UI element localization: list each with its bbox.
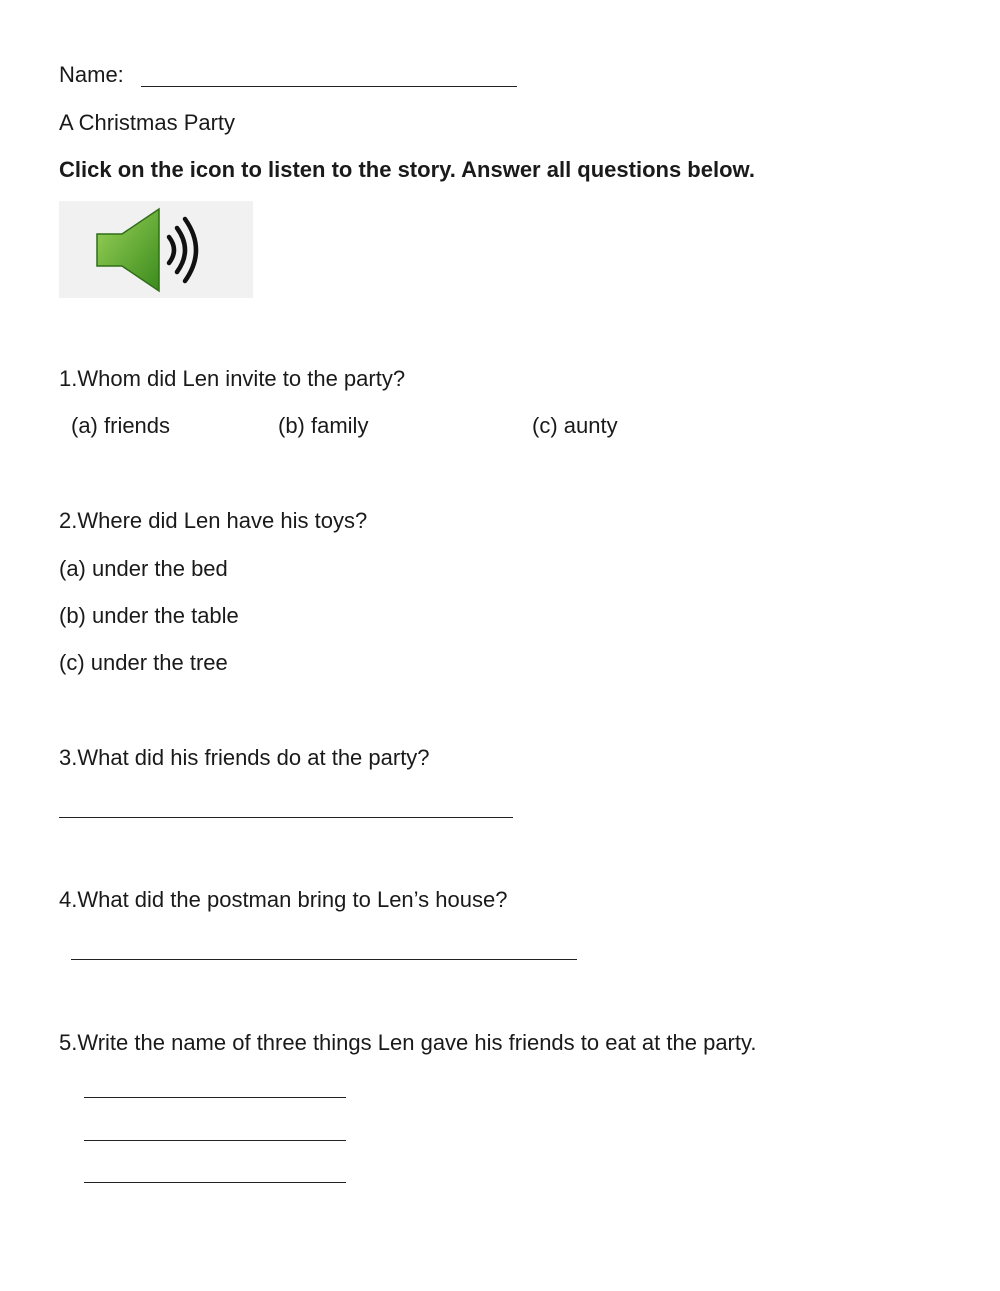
- q5-answer-line-2[interactable]: [84, 1140, 346, 1141]
- q5-answer-line-1[interactable]: [84, 1097, 346, 1098]
- instruction-text: Click on the icon to listen to the story. Answer all questions below.: [59, 157, 755, 182]
- question-3: 3.What did his friends do at the party?: [59, 745, 430, 770]
- audio-play-button[interactable]: [59, 201, 253, 298]
- question-1: 1.Whom did Len invite to the party?: [59, 366, 406, 391]
- q1-option-b[interactable]: (b) family: [278, 413, 369, 438]
- q4-answer-line[interactable]: [71, 959, 577, 960]
- q1-option-a[interactable]: (a) friends: [71, 413, 171, 438]
- speaker-icon: [59, 201, 253, 298]
- name-answer-line[interactable]: [141, 86, 517, 87]
- q2-option-b[interactable]: (b) under the table: [59, 603, 239, 628]
- q3-answer-line[interactable]: [59, 817, 513, 818]
- q2-option-c[interactable]: (c) under the tree: [59, 650, 228, 675]
- question-4: 4.What did the postman bring to Len’s house?: [59, 887, 508, 912]
- name-label: Name:: [59, 62, 124, 87]
- worksheet-title: A Christmas Party: [59, 110, 236, 135]
- question-2: 2.Where did Len have his toys?: [59, 508, 368, 533]
- question-5: 5.Write the name of three things Len gave his friends to eat at the party.: [59, 1030, 757, 1055]
- q1-option-c[interactable]: (c) aunty: [532, 413, 618, 438]
- q2-option-a[interactable]: (a) under the bed: [59, 556, 228, 581]
- q5-answer-line-3[interactable]: [84, 1182, 346, 1183]
